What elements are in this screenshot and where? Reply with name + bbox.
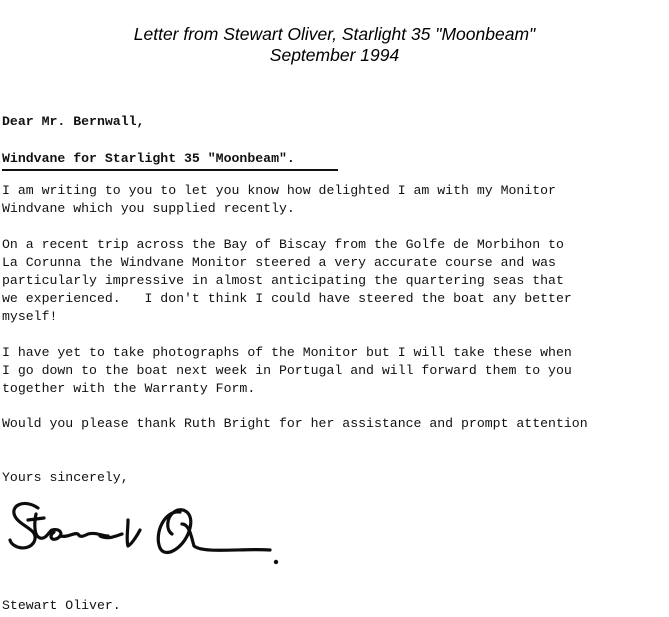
- paragraph-2-line-4: we experienced. I don't think I could have steered the boat any better: [2, 291, 572, 306]
- salutation: Dear Mr. Bernwall,: [2, 114, 145, 129]
- paragraph-2-line-3: particularly impressive in almost anticipating the quartering seas that: [2, 273, 564, 288]
- paragraph-1-line-1: I am writing to you to let you know how delighted I am with my Monitor: [2, 183, 556, 198]
- subject-line: Windvane for Starlight 35 "Moonbeam".: [2, 151, 295, 166]
- paragraph-3-line-3: together with the Warranty Form.: [2, 381, 256, 396]
- paragraph-3-line-2: I go down to the boat next week in Portugal and will forward them to you: [2, 363, 572, 378]
- paragraph-4-line-1: Would you please thank Ruth Bright for her assistance and prompt attention: [2, 416, 588, 431]
- letter-date: September 1994: [269, 45, 400, 65]
- paragraph-3-line-1: I have yet to take photographs of the Monitor but I will take these when: [2, 345, 572, 360]
- paragraph-2-line-1: On a recent trip across the Bay of Biscay from the Golfe de Morbihon to: [2, 237, 564, 252]
- paragraph-2-line-2: La Corunna the Windvane Monitor steered a very accurate course and was: [2, 255, 556, 270]
- signer-name: Stewart Oliver.: [2, 598, 121, 613]
- paragraph-2-line-5: myself!: [2, 309, 58, 324]
- subject-underline: [2, 169, 338, 171]
- paragraph-1-line-2: Windvane which you supplied recently.: [2, 201, 295, 216]
- letter-title: Letter from Stewart Oliver, Starlight 35 "Moonbeam": [133, 24, 536, 44]
- handwritten-signature: [4, 490, 294, 580]
- closing: Yours sincerely,: [2, 470, 129, 485]
